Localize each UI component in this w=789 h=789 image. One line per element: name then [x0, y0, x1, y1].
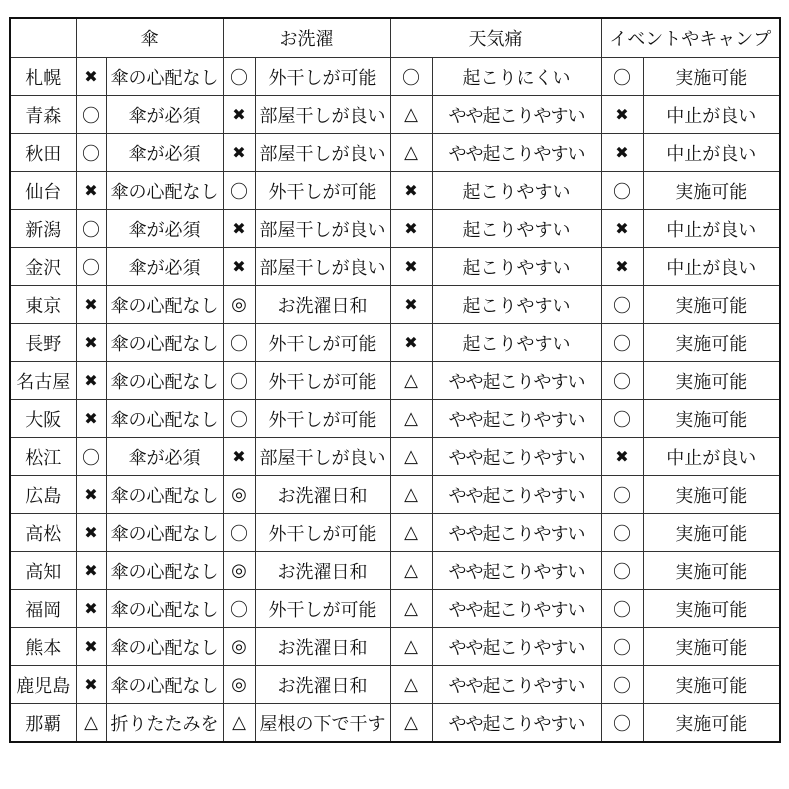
city-cell: 大阪: [10, 400, 76, 438]
laundry-mark-cell: 〇: [223, 514, 255, 552]
table-row: [10, 58, 780, 96]
event-text-cell: 実施可能: [643, 590, 780, 628]
headache-text-cell: やや起こりやすい: [432, 590, 601, 628]
umbrella-mark-cell: 〇: [76, 134, 106, 172]
laundry-text-cell: お洗濯日和: [255, 476, 390, 514]
umbrella-text-cell: 傘の心配なし: [106, 58, 223, 96]
umbrella-text-cell: 傘の心配なし: [106, 514, 223, 552]
event-text-cell: 実施可能: [643, 172, 780, 210]
laundry-mark-cell: ✖: [223, 438, 255, 476]
event-mark-cell: ✖: [601, 134, 643, 172]
table-row: [10, 96, 780, 134]
headache-text-cell: やや起こりやすい: [432, 628, 601, 666]
umbrella-mark-cell: ✖: [76, 58, 106, 96]
forecast-table: [9, 17, 781, 743]
laundry-text-cell: 部屋干しが良い: [255, 438, 390, 476]
laundry-text-cell: 外干しが可能: [255, 590, 390, 628]
laundry-text-cell: お洗濯日和: [255, 552, 390, 590]
table-row: [10, 400, 780, 438]
event-text-cell: 中止が良い: [643, 438, 780, 476]
headache-text-cell: やや起こりやすい: [432, 552, 601, 590]
table-row: [10, 552, 780, 590]
city-cell: 広島: [10, 476, 76, 514]
umbrella-mark-cell: ✖: [76, 400, 106, 438]
umbrella-text-cell: 傘が必須: [106, 134, 223, 172]
headache-mark-cell: △: [390, 666, 432, 704]
umbrella-mark-cell: ✖: [76, 172, 106, 210]
city-cell: 松江: [10, 438, 76, 476]
event-mark-cell: 〇: [601, 628, 643, 666]
event-mark-cell: ✖: [601, 248, 643, 286]
event-mark-cell: ✖: [601, 96, 643, 134]
event-mark-cell: 〇: [601, 286, 643, 324]
laundry-mark-cell: ◎: [223, 666, 255, 704]
event-text-cell: 実施可能: [643, 362, 780, 400]
headache-mark-cell: △: [390, 362, 432, 400]
headache-mark-cell: △: [390, 514, 432, 552]
laundry-text-cell: 外干しが可能: [255, 324, 390, 362]
headache-text-cell: 起こりやすい: [432, 248, 601, 286]
laundry-mark-cell: ◎: [223, 552, 255, 590]
headache-text-cell: やや起こりやすい: [432, 476, 601, 514]
event-mark-cell: 〇: [601, 324, 643, 362]
umbrella-mark-cell: ✖: [76, 628, 106, 666]
headache-mark-cell: △: [390, 134, 432, 172]
header-headache: 天気痛: [390, 18, 601, 58]
table-row: [10, 476, 780, 514]
umbrella-mark-cell: ✖: [76, 590, 106, 628]
laundry-text-cell: 外干しが可能: [255, 514, 390, 552]
header-laundry: お洗濯: [223, 18, 390, 58]
laundry-mark-cell: 〇: [223, 362, 255, 400]
table-row: [10, 286, 780, 324]
city-cell: 福岡: [10, 590, 76, 628]
city-cell: 仙台: [10, 172, 76, 210]
event-text-cell: 実施可能: [643, 628, 780, 666]
umbrella-text-cell: 傘が必須: [106, 248, 223, 286]
headache-mark-cell: △: [390, 96, 432, 134]
umbrella-mark-cell: ✖: [76, 476, 106, 514]
laundry-mark-cell: 〇: [223, 172, 255, 210]
umbrella-mark-cell: ✖: [76, 552, 106, 590]
umbrella-mark-cell: ✖: [76, 324, 106, 362]
laundry-text-cell: 部屋干しが良い: [255, 134, 390, 172]
umbrella-mark-cell: 〇: [76, 438, 106, 476]
umbrella-mark-cell: ✖: [76, 286, 106, 324]
umbrella-text-cell: 傘の心配なし: [106, 172, 223, 210]
headache-text-cell: やや起こりやすい: [432, 400, 601, 438]
city-cell: 鹿児島: [10, 666, 76, 704]
event-text-cell: 中止が良い: [643, 134, 780, 172]
laundry-text-cell: お洗濯日和: [255, 286, 390, 324]
umbrella-mark-cell: ✖: [76, 362, 106, 400]
event-text-cell: 中止が良い: [643, 96, 780, 134]
event-text-cell: 実施可能: [643, 400, 780, 438]
umbrella-text-cell: 傘の心配なし: [106, 324, 223, 362]
event-mark-cell: 〇: [601, 58, 643, 96]
laundry-mark-cell: 〇: [223, 400, 255, 438]
umbrella-text-cell: 傘の心配なし: [106, 362, 223, 400]
laundry-text-cell: 屋根の下で干す: [255, 704, 390, 743]
umbrella-text-cell: 傘の心配なし: [106, 590, 223, 628]
laundry-text-cell: 部屋干しが良い: [255, 248, 390, 286]
headache-text-cell: やや起こりやすい: [432, 704, 601, 743]
headache-text-cell: 起こりやすい: [432, 324, 601, 362]
event-text-cell: 実施可能: [643, 666, 780, 704]
umbrella-mark-cell: ✖: [76, 514, 106, 552]
headache-text-cell: 起こりやすい: [432, 172, 601, 210]
laundry-mark-cell: ✖: [223, 210, 255, 248]
header-event: イベントやキャンプ: [601, 18, 780, 58]
city-cell: 札幌: [10, 58, 76, 96]
umbrella-text-cell: 傘の心配なし: [106, 400, 223, 438]
headache-text-cell: 起こりやすい: [432, 210, 601, 248]
headache-mark-cell: △: [390, 400, 432, 438]
table-row: [10, 248, 780, 286]
laundry-mark-cell: △: [223, 704, 255, 743]
umbrella-text-cell: 傘が必須: [106, 438, 223, 476]
city-cell: 高松: [10, 514, 76, 552]
header-blank-cell: [10, 18, 76, 58]
table-row: [10, 134, 780, 172]
laundry-text-cell: 外干しが可能: [255, 400, 390, 438]
header-umbrella: 傘: [76, 18, 223, 58]
event-mark-cell: 〇: [601, 590, 643, 628]
table-row: [10, 438, 780, 476]
event-text-cell: 実施可能: [643, 58, 780, 96]
event-text-cell: 中止が良い: [643, 248, 780, 286]
headache-text-cell: やや起こりやすい: [432, 96, 601, 134]
event-mark-cell: ✖: [601, 210, 643, 248]
umbrella-mark-cell: ✖: [76, 666, 106, 704]
city-cell: 東京: [10, 286, 76, 324]
headache-mark-cell: ✖: [390, 210, 432, 248]
headache-mark-cell: ✖: [390, 172, 432, 210]
event-mark-cell: 〇: [601, 362, 643, 400]
table-row: [10, 666, 780, 704]
table-row: [10, 362, 780, 400]
city-cell: 青森: [10, 96, 76, 134]
umbrella-text-cell: 傘が必須: [106, 96, 223, 134]
city-cell: 名古屋: [10, 362, 76, 400]
event-mark-cell: 〇: [601, 704, 643, 743]
headache-mark-cell: △: [390, 628, 432, 666]
table-row: [10, 324, 780, 362]
laundry-mark-cell: 〇: [223, 58, 255, 96]
table-body: [10, 58, 780, 743]
laundry-mark-cell: ✖: [223, 248, 255, 286]
laundry-text-cell: 部屋干しが良い: [255, 96, 390, 134]
table-row: [10, 514, 780, 552]
laundry-text-cell: 部屋干しが良い: [255, 210, 390, 248]
laundry-mark-cell: ◎: [223, 628, 255, 666]
umbrella-text-cell: 傘の心配なし: [106, 666, 223, 704]
laundry-mark-cell: ◎: [223, 476, 255, 514]
laundry-mark-cell: 〇: [223, 324, 255, 362]
city-cell: 高知: [10, 552, 76, 590]
event-text-cell: 実施可能: [643, 704, 780, 743]
event-text-cell: 中止が良い: [643, 210, 780, 248]
laundry-text-cell: お洗濯日和: [255, 666, 390, 704]
headache-text-cell: やや起こりやすい: [432, 514, 601, 552]
event-text-cell: 実施可能: [643, 286, 780, 324]
umbrella-text-cell: 傘の心配なし: [106, 476, 223, 514]
umbrella-text-cell: 傘の心配なし: [106, 286, 223, 324]
laundry-text-cell: 外干しが可能: [255, 58, 390, 96]
laundry-mark-cell: ✖: [223, 134, 255, 172]
event-text-cell: 実施可能: [643, 324, 780, 362]
headache-text-cell: やや起こりやすい: [432, 666, 601, 704]
header-row: [10, 18, 780, 58]
event-mark-cell: 〇: [601, 476, 643, 514]
umbrella-mark-cell: △: [76, 704, 106, 743]
event-mark-cell: 〇: [601, 172, 643, 210]
laundry-mark-cell: ◎: [223, 286, 255, 324]
event-text-cell: 実施可能: [643, 552, 780, 590]
city-cell: 金沢: [10, 248, 76, 286]
event-text-cell: 実施可能: [643, 514, 780, 552]
headache-mark-cell: 〇: [390, 58, 432, 96]
laundry-text-cell: 外干しが可能: [255, 362, 390, 400]
headache-mark-cell: ✖: [390, 324, 432, 362]
headache-mark-cell: △: [390, 704, 432, 743]
umbrella-mark-cell: 〇: [76, 96, 106, 134]
table-row: [10, 704, 780, 743]
event-mark-cell: ✖: [601, 438, 643, 476]
city-cell: 秋田: [10, 134, 76, 172]
city-cell: 那覇: [10, 704, 76, 743]
table-row: [10, 590, 780, 628]
umbrella-mark-cell: 〇: [76, 210, 106, 248]
laundry-mark-cell: ✖: [223, 96, 255, 134]
event-text-cell: 実施可能: [643, 476, 780, 514]
umbrella-text-cell: 傘の心配なし: [106, 552, 223, 590]
table-row: [10, 172, 780, 210]
event-mark-cell: 〇: [601, 400, 643, 438]
headache-text-cell: やや起こりやすい: [432, 134, 601, 172]
city-cell: 熊本: [10, 628, 76, 666]
headache-mark-cell: △: [390, 438, 432, 476]
event-mark-cell: 〇: [601, 514, 643, 552]
table-row: [10, 628, 780, 666]
umbrella-text-cell: 傘の心配なし: [106, 628, 223, 666]
headache-mark-cell: △: [390, 552, 432, 590]
headache-text-cell: やや起こりやすい: [432, 438, 601, 476]
umbrella-text-cell: 折りたたみを: [106, 704, 223, 743]
headache-text-cell: 起こりにくい: [432, 58, 601, 96]
forecast-sheet: [9, 17, 779, 743]
city-cell: 長野: [10, 324, 76, 362]
umbrella-mark-cell: 〇: [76, 248, 106, 286]
headache-mark-cell: ✖: [390, 286, 432, 324]
laundry-mark-cell: 〇: [223, 590, 255, 628]
headache-mark-cell: △: [390, 590, 432, 628]
laundry-text-cell: お洗濯日和: [255, 628, 390, 666]
table-row: [10, 210, 780, 248]
event-mark-cell: 〇: [601, 552, 643, 590]
headache-mark-cell: ✖: [390, 248, 432, 286]
city-cell: 新潟: [10, 210, 76, 248]
event-mark-cell: 〇: [601, 666, 643, 704]
laundry-text-cell: 外干しが可能: [255, 172, 390, 210]
headache-mark-cell: △: [390, 476, 432, 514]
headache-text-cell: 起こりやすい: [432, 286, 601, 324]
headache-text-cell: やや起こりやすい: [432, 362, 601, 400]
umbrella-text-cell: 傘が必須: [106, 210, 223, 248]
